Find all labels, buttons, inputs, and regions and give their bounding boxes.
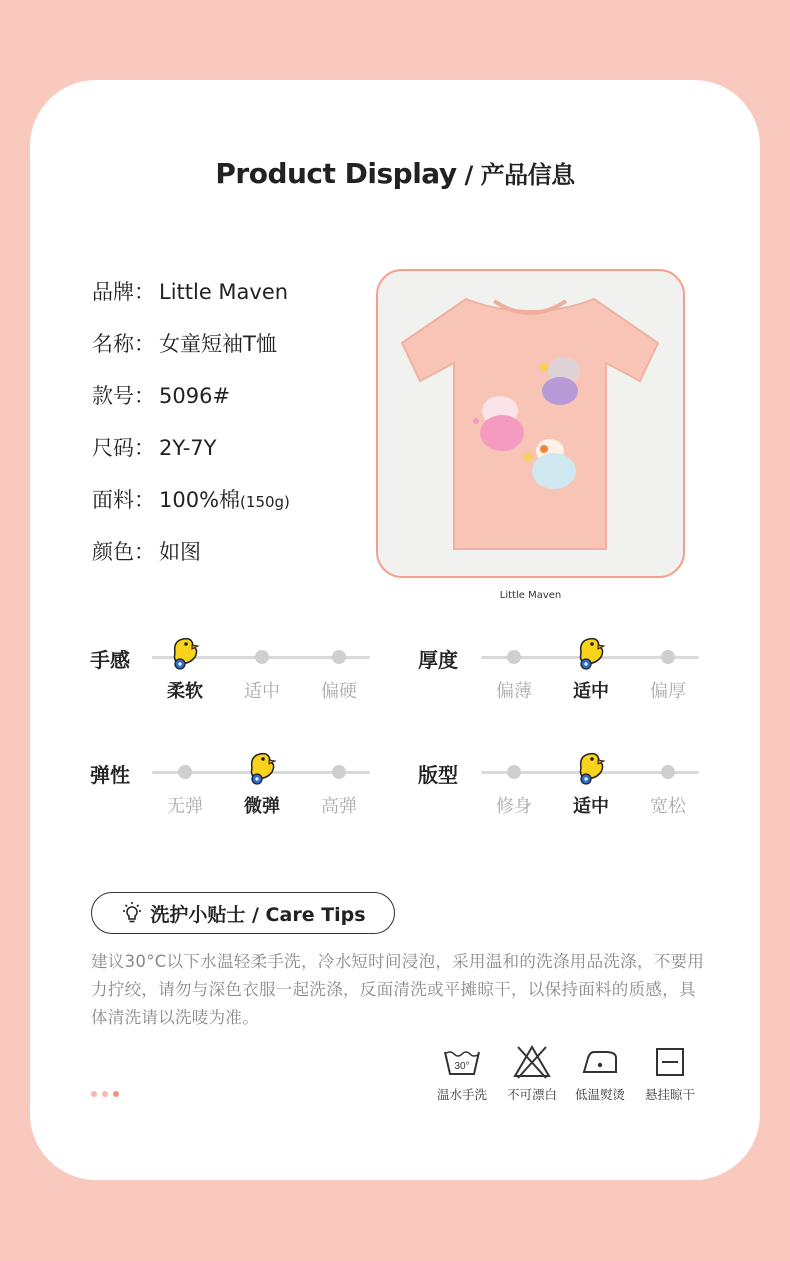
line-dry-icon: 悬挂晾干 (637, 1044, 703, 1103)
rating-dot (332, 765, 346, 779)
rating-dot (661, 650, 675, 664)
rating-label-fit: 版型 (418, 763, 458, 787)
duck-marker-icon (573, 631, 609, 671)
rating-option: 偏厚 (650, 681, 686, 702)
spec-fabric: 面料： 100%棉(150g) (92, 488, 290, 512)
rating-dot (255, 650, 269, 664)
page-title: Product Display / 产品信息 (215, 157, 575, 190)
rating-option: 高弹 (321, 796, 357, 817)
spec-size: 尺码： 2Y-7Y (92, 436, 217, 460)
duck-marker-icon (573, 746, 609, 786)
tshirt-image (378, 271, 683, 576)
duck-marker-icon (244, 746, 280, 786)
spec-name: 名称： 女童短袖T恤 (92, 332, 277, 356)
care-tips-badge: 洗护小贴士 / Care Tips (91, 892, 395, 934)
rating-option: 适中 (573, 796, 609, 817)
low-iron-icon: 低温熨烫 (567, 1044, 633, 1103)
rating-option: 柔软 (167, 681, 203, 702)
rating-option: 修身 (496, 796, 532, 817)
rating-option: 宽松 (650, 796, 686, 817)
rating-dot (178, 765, 192, 779)
photo-caption: Little Maven (499, 590, 562, 601)
no-bleach-icon: 不可漂白 (499, 1044, 565, 1103)
rating-dot (507, 650, 521, 664)
rating-label-elasticity: 弹性 (90, 763, 130, 787)
rating-option: 偏薄 (496, 681, 532, 702)
spec-brand: 品牌： Little Maven (92, 280, 289, 304)
product-photo (376, 269, 685, 578)
rating-label-thickness: 厚度 (418, 648, 458, 672)
rating-dot (661, 765, 675, 779)
rating-dot (332, 650, 346, 664)
hand-wash-30-icon: 30° 温水手洗 (429, 1044, 495, 1103)
spec-color: 颜色： 如图 (92, 540, 201, 564)
spec-style-number: 款号： 5096# (92, 384, 231, 408)
lightbulb-icon (120, 901, 144, 925)
duck-marker-icon (167, 631, 203, 671)
rating-dot (507, 765, 521, 779)
rating-option: 适中 (244, 681, 280, 702)
care-instructions: 建议30°C以下水温轻柔手洗，冷水短时间浸泡，采用温和的洗涤用品洗涤，不要用力拧绞，请勿与深色衣服一起洗涤，反面清洗或平摊晾干，以保持面料的质感，具体清洗请以洗唛为准。 (91, 952, 705, 1027)
decorative-dots (91, 1091, 119, 1097)
rating-label-hand-feel: 手感 (90, 648, 130, 672)
rating-option: 偏硬 (321, 681, 357, 702)
rating-option: 无弹 (167, 796, 203, 817)
rating-option: 适中 (573, 681, 609, 702)
svg-text:30°: 30° (454, 1061, 470, 1072)
rating-option: 微弹 (244, 796, 280, 817)
